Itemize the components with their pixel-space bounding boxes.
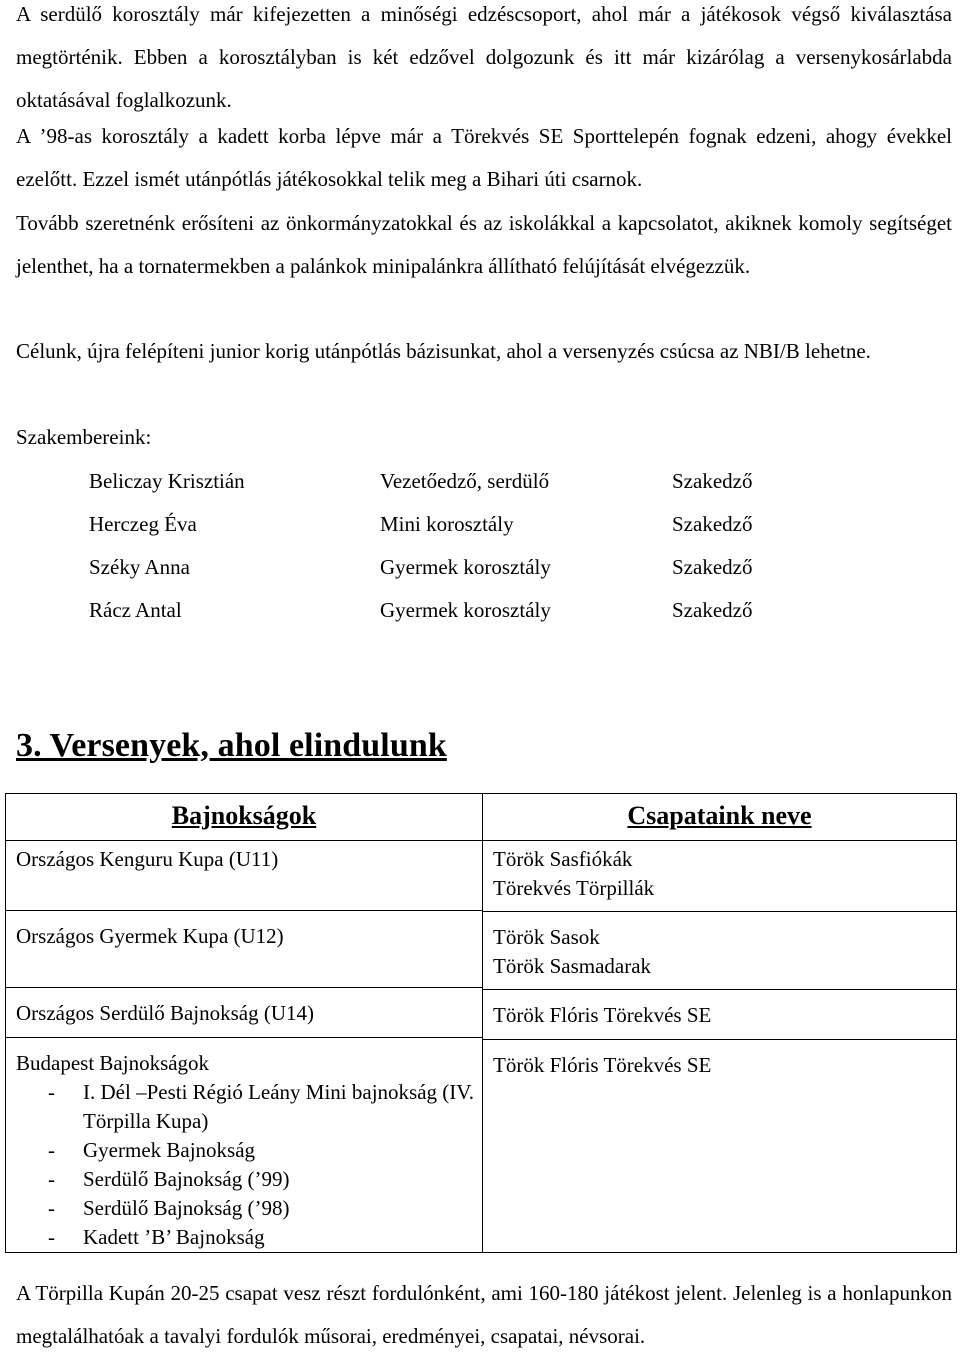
divider: [483, 911, 956, 912]
staff-role: Szakedző: [672, 598, 753, 622]
table-row: [6, 841, 957, 1253]
staff-group: Mini korosztály: [380, 512, 514, 536]
list-item: [16, 1136, 474, 1165]
staff-role: Szakedző: [672, 469, 753, 493]
column-header-csapataink: Csapataink neve: [483, 794, 957, 841]
divider: [6, 910, 482, 911]
team-name: Török Sasmadarak: [493, 954, 652, 978]
table-header-row: [6, 794, 957, 841]
staff-role: Szakedző: [672, 555, 753, 579]
list-item: [16, 1078, 474, 1136]
team-name: Török Flóris Törekvés SE: [493, 1003, 712, 1027]
staff-name: Rácz Antal: [89, 598, 182, 622]
competitions-table: [5, 793, 957, 1253]
list-item-text: Gyermek Bajnokság: [83, 1138, 256, 1162]
championship-name: Országos Gyermek Kupa (U12): [16, 924, 284, 948]
team-name: Török Flóris Törekvés SE: [493, 1053, 712, 1077]
staff-name: Beliczay Krisztián: [89, 469, 245, 493]
championship-name: Országos Kenguru Kupa (U11): [16, 847, 279, 871]
staff-name: Herczeg Éva: [89, 512, 197, 536]
column-header-bajnoksagok: Bajnokságok: [6, 794, 483, 841]
list-item: [16, 1165, 474, 1194]
list-dash: -: [48, 1138, 55, 1162]
divider: [483, 1039, 956, 1040]
list-item: [16, 1194, 474, 1223]
list-item-text: Serdülő Bajnokság (’99): [83, 1167, 290, 1191]
staff-name: Széky Anna: [89, 555, 190, 579]
divider: [6, 1037, 482, 1038]
paragraph-onkormanyzat: Tovább szeretnénk erősíteni az önkormányzatokkal és az iskolákkal a kapcsolatot, akiknek komoly segítséget jelenthet, ha a tornatermekben a palánkok minipalánkra állítható felújítását elvégezzük.: [16, 211, 952, 278]
section-heading: 3. Versenyek, ahol elindulunk: [16, 727, 447, 764]
championships-cell: [6, 841, 483, 1253]
staff-group: Gyermek korosztály: [380, 598, 551, 622]
list-dash: -: [48, 1225, 55, 1249]
teams-cell: [483, 841, 957, 1253]
paragraph-szakembereink: Szakembereink:: [16, 425, 152, 449]
list-item-text: Kadett ’B’ Bajnokság: [83, 1225, 265, 1249]
list-dash: -: [48, 1080, 55, 1104]
paragraph-celunk: Célunk, újra felépíteni junior korig utánpótlás bázisunkat, ahol a versenyzés csúcsa az NBI/B lehetne.: [16, 339, 871, 363]
staff-group: Vezetőedző, serdülő: [380, 469, 550, 493]
team-name: Törekvés Törpillák: [493, 876, 655, 900]
list-dash: -: [48, 1167, 55, 1191]
list-item-text: I. Dél –Pesti Régió Leány Mini bajnokság (IV. Törpilla Kupa): [83, 1080, 474, 1133]
championship-name: Országos Serdülő Bajnokság (U14): [16, 1001, 315, 1025]
staff-role: Szakedző: [672, 512, 753, 536]
divider: [483, 989, 956, 990]
staff-group: Gyermek korosztály: [380, 555, 551, 579]
paragraph-kadett: A ’98-as korosztály a kadett korba lépve már a Törekvés SE Sporttelepén fognak edzeni, ahogy évekkel ezelőtt. Ezzel ismét utánpótlás játékosokkal telik meg a Bihari úti csarnok.: [16, 124, 952, 191]
team-name: Török Sasok: [493, 925, 600, 949]
paragraph-torpilla-kupa: A Törpilla Kupán 20-25 csapat vesz részt fordulónként, ami 160-180 játékost jelent. Jelenleg is a honlapunkon megtalálhatóak a tavalyi fordulók műsorai, eredményei, csapatai, névsorai.: [16, 1281, 952, 1348]
championship-name: Budapest Bajnokságok: [16, 1051, 210, 1075]
team-name: Török Sasfiókák: [493, 847, 633, 871]
divider: [6, 987, 482, 988]
paragraph-serdulo: A serdülő korosztály már kifejezetten a minőségi edzéscsoport, ahol már a játékosok végső kiválasztása megtörténik. Ebben a korosztályban is két edzővel dolgozunk és itt már kizárólag a versenykosárlabda oktatásával foglalkozunk.: [16, 2, 952, 112]
list-item-text: Serdülő Bajnokság (’98): [83, 1196, 290, 1220]
list-item: [16, 1223, 474, 1252]
list-dash: -: [48, 1196, 55, 1220]
